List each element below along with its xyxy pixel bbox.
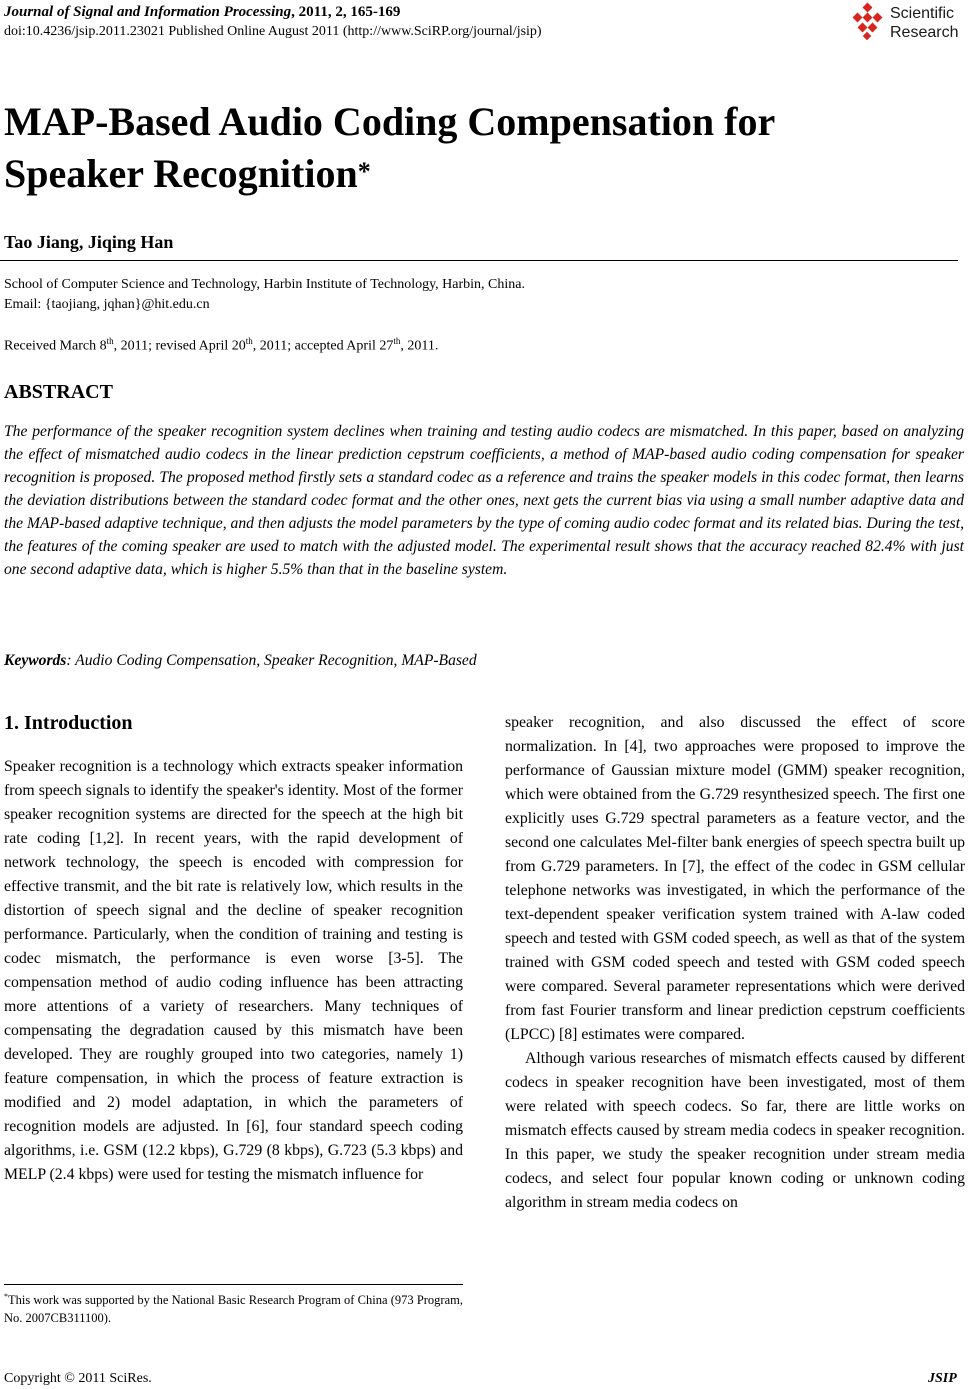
left-column-paragraph: Speaker recognition is a technology which extracts speaker information from speech signals to identify the speaker's identity. Most of the former speaker recognition systems are directed for the speech at the high bit rate coding [1,2]. In recent years, with the rapid development of network technology, the speech is encoded with compression for effective transmit, and the bit rate is relatively low, which results in the distortion of speech signal and the decline of speaker recognition performance. Particularly, when the condition of training and testing is codec mismatch, the performance is even worse [3-5]. The compensation method of audio coding influence has been attracting more attentions of a variety of researchers. Many techniques of compensating the degradation caused by this mismatch have been developed. They are roughly grouped into two categories, namely 1) feature compensation, in which the process of feature extraction is modified and 2) model adaptation, in which the parameters of recognition models are adjusted. In [6], four standard speech coding algorithms, i.e. GSM (12.2 kbps), G.729 (8 kbps), G.723 (5.3 kbps) and MELP (2.4 kbps) were used for testing the mismatch influence for (4, 758, 463, 1183)
footnote-mark: * (4, 1292, 8, 1301)
received-part-4: , 2011. (400, 338, 439, 354)
copyright: Copyright © 2011 SciRes. (4, 1371, 152, 1386)
journal-citation (4, 4, 400, 21)
affiliation-block (4, 275, 525, 315)
title-line-2-text: Speaker Recognition (4, 151, 358, 196)
title-line-2 (4, 148, 944, 200)
journal-abbrev: JSIP (928, 1371, 957, 1386)
title-footnote-mark: * (357, 157, 371, 186)
logo-line-2: Research (890, 24, 959, 41)
received-part-1: Received March 8 (4, 338, 107, 354)
received-dates (4, 336, 438, 355)
footnote (4, 1288, 463, 1327)
received-sup-3: th (393, 336, 401, 346)
paper-title (4, 96, 944, 200)
email: Email: {taojiang, jqhan}@hit.edu.cn (4, 297, 210, 312)
footnote-text: This work was supported by the National Basic Research Program of China (973 Program, No. 2007CB311100). (4, 1293, 463, 1326)
journal-issue: , 2011, 2, 165-169 (291, 4, 401, 20)
received-sup-2: th (245, 336, 253, 346)
doi-line: doi:10.4236/jsip.2011.23021 Published Online August 2011 (http://www.SciRP.org/journal/jsip) (4, 24, 542, 39)
keywords-label: Keywords (4, 652, 67, 669)
title-line-1: MAP-Based Audio Coding Compensation for (4, 99, 776, 144)
right-column (505, 711, 965, 1215)
scirp-logo-icon (848, 2, 888, 42)
received-part-2: , 2011; revised April 20 (113, 338, 246, 354)
right-column-paragraph-2: Although various researches of mismatch effects caused by different codecs in speaker recognition have been investigated, most of them were related with speech codecs. So far, there are little works on mismatch effects caused by stream media codecs in speaker recognition. In this paper, we study the speaker recognition under stream media codecs, and select four popular known coding or unknown coding algorithm in stream media codecs on (505, 1050, 965, 1211)
publisher-logo (848, 2, 968, 46)
footnote-divider (4, 1284, 463, 1285)
authors: Tao Jiang, Jiqing Han (4, 232, 174, 252)
journal-name: Journal of Signal and Information Processing (4, 4, 292, 20)
header-divider (0, 260, 958, 261)
received-sup-1: th (106, 336, 114, 346)
received-part-3: , 2011; accepted April 27 (252, 338, 394, 354)
section-heading: 1. Introduction (4, 712, 133, 734)
keywords (4, 652, 477, 670)
abstract-heading: ABSTRACT (4, 381, 113, 403)
keywords-values: : Audio Coding Compensation, Speaker Recognition, MAP-Based (66, 652, 477, 669)
affiliation: School of Computer Science and Technology, Harbin Institute of Technology, Harbin, China. (4, 277, 525, 292)
right-column-paragraph-1: speaker recognition, and also discussed the effect of score normalization. In [4], two approaches were proposed to improve the performance of Gaussian mixture model (GMM) speaker recognition, which were obtained from the G.729 resynthesized speech. The first one explicitly uses G.729 spectral parameters as a feature vector, and the second one calculates Mel-filter bank energies of speech spectra built up from G.729 parameters. In [7], the effect of the codec in GSM cellular telephone networks was investigated, in which the performance of the text-dependent speaker verification system trained with A-law coded speech and tested with GSM coded speech, as well as that of the system trained with GSM coded speech and tested with GSM coded speech were compared. Several parameter representations which were derived from fast Fourier transform and linear prediction cepstrum coefficients (LPCC) [8] estimates were compared. (505, 714, 965, 1043)
logo-line-1: Scientific (890, 5, 955, 22)
abstract-text: The performance of the speaker recognition system declines when training and testing audio codecs are mismatched. In this paper, based on analyzing the effect of mismatched audio codecs in the linear prediction cepstrum coefficients, a method of MAP-based audio coding compensation for speaker recognition is proposed. The proposed method firstly sets a standard codec as a reference and trains the speaker models in this codec format, then learns the deviation distributions between the standard codec format and the other ones, next gets the current bias via using a small number adaptive data and the MAP-based adaptive technique, and then adjusts the model parameters by the type of coming audio codec format and its related bias. During the test, the features of the coming speaker are used to match with the adjusted model. The experimental result shows that the accuracy reached 82.4% with just one second adaptive data, which is higher 5.5% than that in the baseline system. (4, 423, 964, 578)
logo-wordmark (890, 4, 958, 42)
